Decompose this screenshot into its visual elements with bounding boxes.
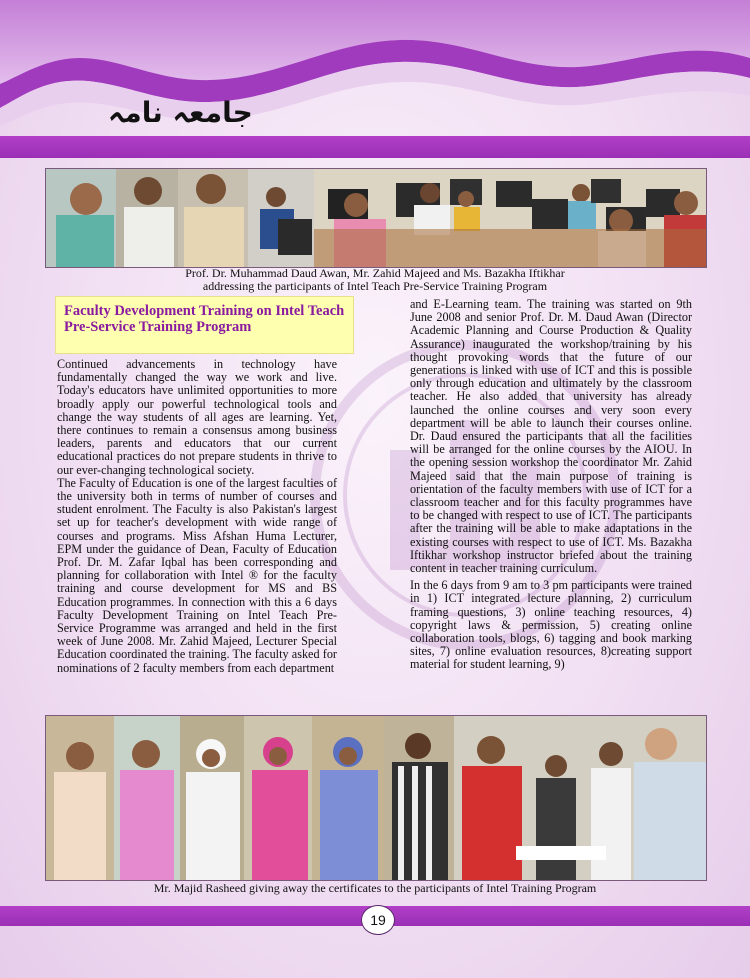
top-caption-line1: Prof. Dr. Muhammad Daud Awan, Mr. Zahid Majeed and Ms. Bazakha Iftikhar [185, 266, 565, 280]
left-paragraph-1: Continued advancements in technology have fundamentally changed the way we work and live. Today's educators have unlimited opportunities to more broadly apply our powerful technological tools and change the way students of all ages are learning. Yet, there continues to remain a consensus among business leaders, parents and educators that our current educational practices do not prepare students in thrive to our ever-changing technological society. [57, 357, 337, 477]
masthead-logo: جامعہ نامہ [108, 96, 253, 129]
bottom-photo-caption: Mr. Majid Rasheed giving away the certificates to the participants of Intel Training Program [153, 881, 597, 895]
bottom-photo [45, 715, 707, 881]
article-left-column [57, 358, 337, 675]
top-photo-caption [0, 267, 750, 293]
page-number: 19 [361, 905, 395, 935]
bottom-photo-image [46, 716, 706, 880]
right-paragraph-2: In the 6 days from 9 am to 3 pm participants were trained in 1) ICT integrated lecture planning, 2) curriculum framing questions, 3) online teaching resources, 4) copyright laws & permission, 5) creating online collaboration tools, blogs, 6) tagging and book marking sites, 7) online evaluation resources, 8)creating support material for student learning, 9) [410, 578, 692, 672]
top-caption-line2: addressing the participants of Intel Teach Pre-Service Training Program [202, 279, 548, 293]
right-paragraph-1: and E-Learning team. The training was started on 9th June 2008 and senior Prof. Dr. M. Daud Awan (Director Academic Planning and Course Production & Quality Assurance) inaugurated the workshop/training by his thought provoking words that the future of our generations is linked with use of ICT and this is possible only through education and ultimately by the classroom teacher. He also added that university has already launched the online courses and very soon every department will be able to launch their courses online. Dr. Daud ensured the participants that all the facilities will be arranged for the online courses by the AIOU. In the opening session workshop the coordinator Mr. Zahid Majeed said that the main purpose of training is orientation of the faculty members with use of ICT for a classroom teacher and for this faculty programmes have to be changed with respect to use of ICT. The participants after the training will be able to make adaptations in the existing courses with respect to use of ICT. Ms. Bazakha Iftikhar workshop instructor briefed about the training content in teacher training curriculum. [410, 297, 692, 576]
article-headline: Faculty Development Training on Intel Teach Pre-Service Training Program [64, 303, 345, 335]
top-photo [45, 168, 707, 268]
article-right-column [410, 298, 692, 672]
top-photo-image [46, 169, 706, 267]
headline-box [55, 296, 354, 354]
left-paragraph-2: The Faculty of Education is one of the largest faculties of the university both in terms of number of courses and student enrolment. The Faculty is also Pakistan's largest set up for teacher's development with wide range of courses and programs. Miss Afshan Huma Lecturer, EPM under the guidance of Dean, Faculty of Education Prof. Dr. M. Zafar Iqbal has been corresponding and planning for collaboration with Intel ® for the faculty training and course development for MS and BS Education programmes. In connection with this a 6 days Faculty Development Training on Intel Teach Pre-Service Programme was arranged and held in the first week of June 2008. Mr. Zahid Majeed, Lecturer Special Education coordinated the training. The faculty asked for nominations of 2 faculty members from each department [57, 475, 338, 675]
header-band [0, 136, 750, 158]
